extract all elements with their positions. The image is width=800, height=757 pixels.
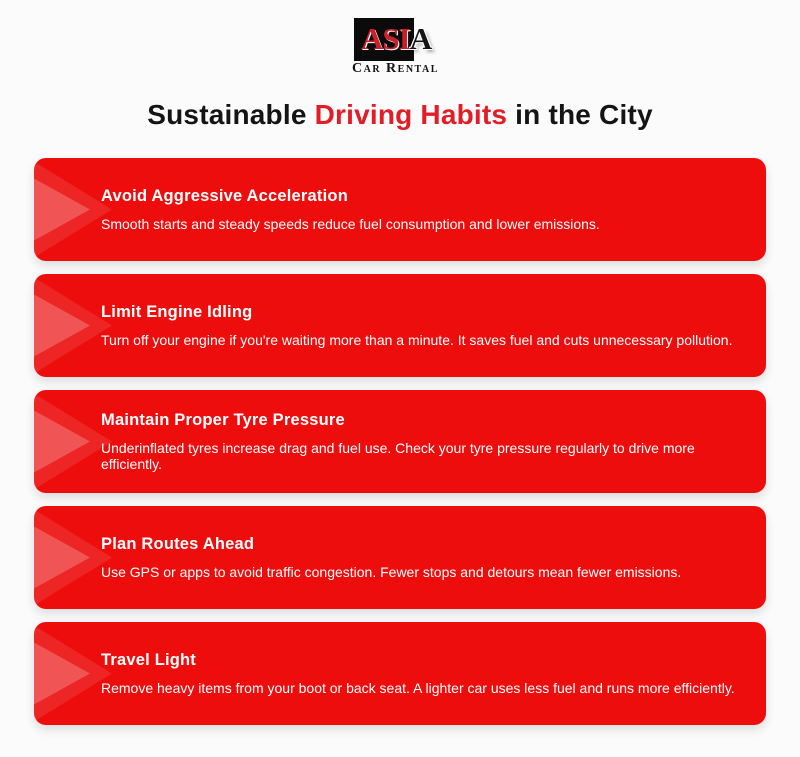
card-title: Maintain Proper Tyre Pressure — [101, 411, 345, 429]
card-description: Smooth starts and steady speeds reduce fuel consumption and lower emissions. — [101, 216, 600, 232]
arrow-faint-layer — [34, 162, 112, 258]
arrow-bright-layer — [34, 295, 90, 357]
arrow-bright-layer — [34, 643, 90, 705]
tip-card-travel-light — [34, 622, 766, 725]
arrow-faint-layer — [34, 626, 112, 722]
arrow-bright-layer — [34, 411, 90, 473]
arrow-faint-layer — [34, 510, 112, 606]
play-arrow-icon — [34, 506, 144, 609]
card-title: Travel Light — [101, 651, 197, 669]
tip-card-idling — [34, 274, 766, 377]
tip-card-acceleration — [34, 158, 766, 261]
card-description: Use GPS or apps to avoid traffic congestion. Fewer stops and detours mean fewer emissions. — [101, 564, 682, 580]
play-arrow-icon — [34, 622, 144, 725]
title-part-2: in the City — [507, 99, 653, 130]
card-description: Turn off your engine if you're waiting more than a minute. It saves fuel and cuts unnecessary pollution. — [101, 332, 733, 348]
title-highlight: Driving Habits — [314, 99, 508, 130]
tip-card-plan-routes — [34, 506, 766, 609]
card-title: Avoid Aggressive Acceleration — [101, 187, 348, 205]
arrow-faint-layer — [34, 278, 112, 374]
card-title: Plan Routes Ahead — [101, 535, 255, 553]
page-title — [0, 98, 800, 132]
logo-subtitle: Car Rental — [352, 61, 439, 76]
arrow-bright-layer — [34, 527, 90, 589]
brand-logo — [344, 14, 456, 76]
logo-dark-letter: A — [409, 21, 432, 56]
tips-list — [34, 158, 766, 725]
card-description: Remove heavy items from your boot or back seat. A lighter car uses less fuel and runs more efficiently. — [101, 680, 735, 696]
card-description: Underinflated tyres increase drag and fuel use. Check your tyre pressure regularly to drive more efficiently. — [101, 440, 695, 472]
arrow-bright-layer — [34, 179, 90, 241]
logo-wordmark — [361, 23, 431, 56]
play-arrow-icon — [34, 274, 144, 377]
play-arrow-icon — [34, 158, 144, 261]
logo-red-letters: ASI — [361, 21, 410, 56]
tip-card-tyre-pressure — [34, 390, 766, 493]
title-part-1: Sustainable — [147, 99, 315, 130]
card-title: Limit Engine Idling — [101, 303, 253, 321]
